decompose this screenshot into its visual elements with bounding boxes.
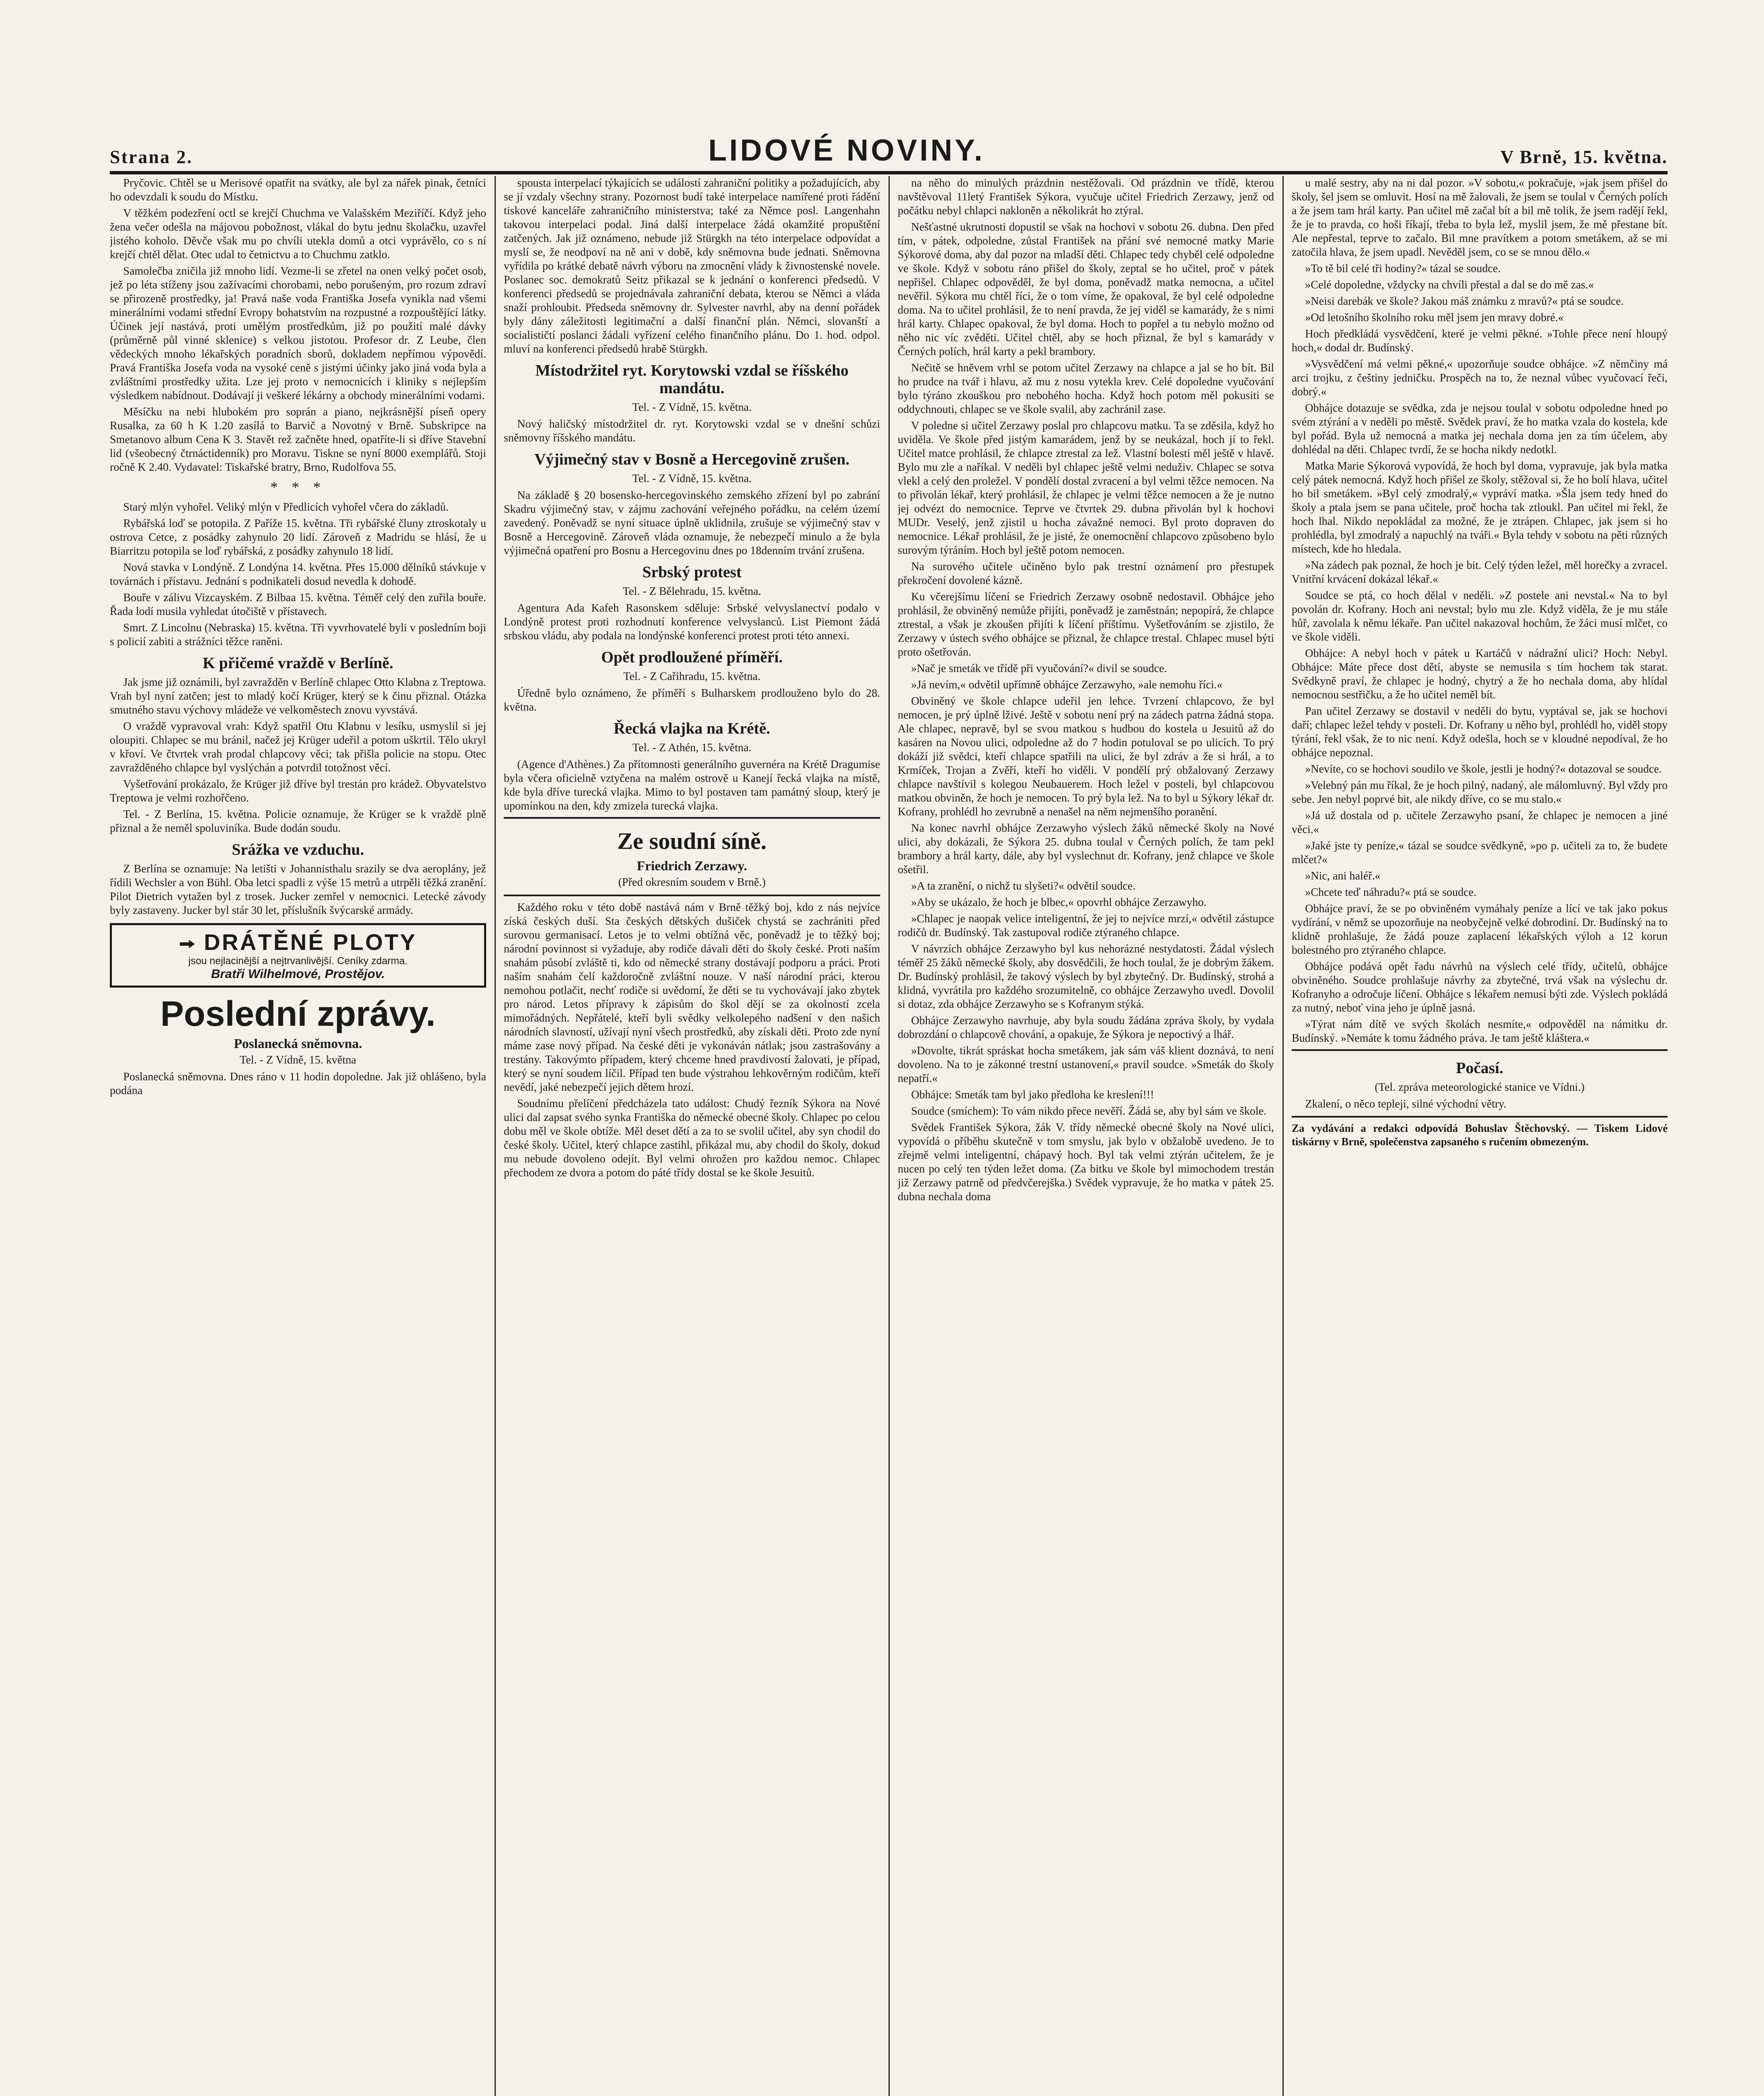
article-paragraph: Hoch předkládá vysvědčení, které je velmi pěkné. »Tohle přece není hloupý hoch,« dodal dr. Budínský. [1292, 327, 1668, 354]
article-paragraph: Nečitě se hněvem vrhl se potom učitel Zerzawy na chlapce a jal se ho bít. Bil ho prudce na tvář i hlavu, až mu z nosu vytekla krev. Celé dopoledne vyučování bylo týráno zkouškou pro nebohého hocha. Když hoch potom měl pokusiti se oddychnouti, chlapec se ve škole svalil, aby zachránil zase. [898, 361, 1274, 415]
article-paragraph: Agentura Ada Kafeh Rasonskem sděluje: Srbské velvyslanectví podalo v Londýně protest proti rozhodnutí konference velvyslanců. List Piemont žádá srbskou vládu, aby podala na londýnské konferenci protest proti této annexi. [504, 602, 880, 642]
article-paragraph: Měsíčku na nebi hlubokém pro soprán a piano, nejkrásnější píseň opery Rusalka, za 60 h K 1.20 zasílá to Barvič a Novotný v Brně. Subskripce na Smetanovo album Cena K 3. Stavět rež začněte hned, opatříte-li si dříve Stavební lid (všeobecný čtrnáctidenník) pro Moravu. Tiskne se nyní 8000 exemplářů. Stoji ročně K 2.40. Vydavatel: Tiskařské bratry, Brno, Rudolfova 55. [110, 405, 486, 473]
column-3 [898, 176, 1274, 2096]
column-rule [495, 176, 496, 2096]
article-paragraph: Ku včerejšímu líčení se Friedrich Zerzawy osobně nedostavil. Obhájce jeho prohlásil, že obviněný nemůže přijíti, poněvadž je zaměstnán; nepopírá, že chlapce ztrestal, a však je zkoušen přijíti k líčení příštímu. Vyšetřováním se zjistilo, že Zerzawy v ústech svého obhájce se přiznal, že chlapce trestal. Chlapec musel býti proto ošetřován. [898, 590, 1274, 658]
court-section [504, 817, 880, 896]
article-paragraph: Jak jsme již oznámili, byl zavražděn v Berlíně chlapec Otto Klabna z Treptowa. Vrah byl nyní zatčen; jest to mladý kočí Krüger, který se k činu přiznal. Otázka smutného stavu výchovy mládeže ve velkoměstech znovu vyvstává. [110, 676, 486, 716]
article-paragraph: Soudnímu přelíčení předcházela tato událost: Chudý řezník Sýkora na Nové ulici dal zapsat svého synka Františka do německé obecné školy. Chlapec po celou dobu měl ve škole obtíže. Měl deset dětí a za to se svolil učitel, aby syn chodil do české školy. Učitel, který chlapce zastihl, přikázal mu, aby chodil do školy, dokud mu nebude dovoleno odejít. Byl velmi ohrožen pro každou nemoc. Chlapec přechodem ze dvora a potom do páté třídy dostal se ke škole Jesuitů. [504, 1097, 880, 1179]
article-paragraph: Na základě § 20 bosensko-hercegovinského zemského zřízení byl po zabrání Skadru výjimečný stav, v zájmu zachování veřejného pořádku, na celém území zavedený. Poněvadž se nyní situace úplně uklidnila, zrušuje se výjimečný stav v Bosně a Hercegovině. Zároveň vláda oznamuje, že nebezpečí minulo a že byla výjimečná opatření pro Bosnu a Hercegovinu dnes po 18denním trvání zrušena. [504, 489, 880, 557]
ad-headline: DRÁTĚNÉ PLOTY [114, 929, 482, 955]
article-headline: Friedrich Zerzawy. [637, 858, 747, 873]
article-paragraph: »Aby se ukázalo, že hoch je blbec,« opovrhl obhájce Zerzawyho. [911, 896, 1207, 908]
dateline: Tel. - Z Bělehradu, 15. května. [622, 585, 762, 597]
article-paragraph: Obhájce Zerzawyho navrhuje, aby byla soudu žádána zpráva školy, by vydala dobrozdání o chlapcově chování, a opakuje, že Sýkora je nepoctivý a lhář. [898, 1014, 1274, 1040]
article-paragraph: V poledne si učitel Zerzawy poslal pro chlapcovu matku. Ta se zděsila, když ho uviděla. Ve škole před jistým kamarádem, jenž by se neukázal, hoch jí to řekl. Učitel matce prohlásil, že chlapce ztrestal za lež. Vlastní bolesti měl ještě v hlavě. Bylo mu zle a naříkal. V neděli byl chlapec ještě velmi neduživ. Chlapec se sotva vlekl a celý den proležel. V pondělí dostal zvracení a byl velmi těžce nemocen. Na to přivolán lékař, který prohlásil, že chlapec je velmi těžce nemocen a že je nutno jej odvézt do nemocnice. Teprve ve čtvrtek 29. dubna přivolán byl k hochovi MUDr. Veselý, jenž zjistil u hocha závažné nemoci. Byl proto dopraven do nemocnice. Lékař prohlásil, že je jisté, že onemocnění chlapcovo způsobeno bylo surovým týráním. Hoch byl ještě potom nemocen. [898, 419, 1274, 556]
article-paragraph: »Nic, ani haléř.« [1305, 869, 1381, 882]
article-paragraph: »Já už dostala od p. učitele Zerzawyho psaní, že chlapec je nemocen a jiné věci.« [1292, 809, 1668, 835]
article-paragraph: Tel. - Z Berlína, 15. května. Policie oznamuje, že Krüger se k vraždě plně přiznal a že neměl spoluviníka. Bude dodán soudu. [110, 808, 486, 834]
article-paragraph: V těžkém podezření octl se krejčí Chuchma ve Valašském Meziříčí. Když jeho žena večer odešla na májovou pobožnost, vlákal do bytu jednu školačku, uzavřel jistého koholo. Děvče však mu po chvíli utekla domů a otci vyprávělo, co s ní krejčí chtěl dělat. Otec udal to četnictvu a to Chuchmu zatklo. [110, 207, 486, 261]
column-4 [1292, 176, 1668, 2096]
article-paragraph: »Jaké jste ty peníze,« tázal se soudce svědkyně, »po p. učiteli za to, že budete mlčet?« [1292, 839, 1668, 866]
section-divider: * * * [270, 479, 326, 495]
article-headline: Opět prodloužené příměří. [601, 649, 783, 666]
ad-text: jsou nejlacinější a nejtrvanlivější. Ceníky zdarma. [188, 955, 408, 967]
article-paragraph: »Nevíte, co se hochovi soudilo ve škole, jestli je hodný?« dotazoval se soudce. [1305, 763, 1662, 775]
article-paragraph: Soudce se ptá, co hoch dělal v neděli. »Z postele ani nevstal.« Na to byl povolán dr. Kofrany. Hoch ani nevstal; bylo mu zle. Když viděla, že je mu stále hůř, zavolala k němu lékaře. Pan učitel nakazoval hochům, že žáci musí mlčet, co ve škole viděli. [1292, 589, 1668, 643]
section-title: Poslední zprávy. [160, 994, 436, 1033]
article-paragraph: »Nač je smeták ve třídě při vyučování?« divil se soudce. [911, 662, 1167, 674]
article-paragraph: Obhájce praví, že se po obviněném vymáhaly peníze a lící ve tak jako pokus vydírání, v němž se upozorňuje na neobyčejně velké dobrodiní. Dr. Budínský na to klidně prohlašuje, že žádá pouze zaplacení lékařských výloh a 12 korun bolestného pro ztýraného chlapce. [1292, 902, 1668, 956]
article-paragraph: Nešťastné ukrutnosti dopustil se však na hochovi v sobotu 26. dubna. Den před tím, v pátek, odpoledne, zůstal František na přání své nemocné matky Marie Sýkorové doma, aby dal pozor na mladší děti. Chlapec tedy chyběl celé odpoledne ve škole. Když v sobotu ráno přišel do školy, zeptal se ho učitel, proč v pátek nepřišel. Chlapec odpověděl, že byl doma, poněvadž matka nemocna, a učitel nevěřil. Sýkora mu chtěl říci, že o tom víme, že opakoval, že byl celé odpoledne doma. Na to učitel prohlásil, že to není pravda, že jej viděl se kamarády, že s nimi hrál karty. Chlapec opakoval, že byl doma. Hoch to popřel a tu nebylo možno od něho nic víc zvěděti. Učitel chtěl, aby se hoch přiznal, že byl s kamarády v Černých polích, hrál karty a pekl brambory. [898, 220, 1274, 358]
article-paragraph: Nový haličský místodržitel dr. ryt. Korytowski vzdal se v dnešní schůzi sněmovny říšského mandátu. [504, 418, 880, 444]
article-paragraph: Z Berlína se oznamuje: Na letišti v Johannisthalu srazily se dva aeroplány, jež řídili Wechsler a von Bühl. Oba letci spadli z výše 15 metrů a utrpěli těžká zranění. Pilot Dietrich vytažen byl z trosek. Jucker zemřel v nemocnici. Letecké závody byly zastaveny. Jucker byl stár 30 let, příslušník švýcarské armády. [110, 862, 486, 916]
dateline: Tel. - Z Vídně, 15. května [239, 1053, 357, 1066]
article-paragraph: Matka Marie Sýkorová vypovídá, že hoch byl doma, vypravuje, jak byla matka celý pátek nemocná. Když hoch přišel ze školy, stěžoval si, že ho bolí hlava, učitel ho bil smetákem. »Byl celý zmodralý,« vypráví matka. »Šla jsem tedy hned do školy a ptala jsem se pana učitele, proč hocha tak ztloukl. Pan učitel mi řekl, že hoch lhal. Nikdo nepokládal za možné, že je ztrápen. Chlapec, jak jsem si ho prohlédla, byl zmodralý a napuchlý na tváři.« Byla tehdy v sobotu na pěti různých místech, kde ho hledala. [1292, 459, 1668, 555]
article-paragraph: V návrzích obhájce Zerzawyho byl kus nehorázné nestydatosti. Žádal výslech téměř 25 žáků německé školy, aby dosvědčili, že hoch toulal, že je dobrým žákem. Dr. Budínský prohlásil, že takový výslech by byl zbytečný. Dr. Budínský, strohá a klidná, vyvrátila pro každého srozumitelně, co obhájce Zerzawyho uvedl. Dovolil si dotaz, zda obhájce Zerzawyho se s Kofranym stýká. [898, 942, 1274, 1010]
article-paragraph: »Dovolte, tikrát spráskat hocha smetákem, jak sám váš klient doznává, to není dovoleno. Na to je zákonné trestní ustanovení,« pravil soudce. »Smeták do školy nepatří.« [898, 1044, 1274, 1084]
article-paragraph: »Na zádech pak poznal, že hoch je bit. Celý týden ležel, měl horečky a zvracel. Vnitřní krvácení dokázal lékař.« [1292, 559, 1668, 585]
page-number: Strana 2. [110, 147, 193, 167]
column-rule [1282, 176, 1284, 2096]
news-item: Starý mlýn vyhořel. Veliký mlýn v Předlicích vyhořel včera do základů. [123, 501, 449, 513]
weather-section [1292, 1049, 1668, 1118]
article-paragraph: »Celé dopoledne, vždycky na chvíli přestal a dal se do mě zas.« [1305, 278, 1594, 291]
column-rule [888, 176, 890, 2096]
article-paragraph: »A ta zranění, o nichž tu slyšeti?« odvětil soudce. [911, 879, 1136, 892]
section-title: Ze soudní síně. [617, 828, 767, 854]
article-paragraph: Na konec navrhl obhájce Zerzawyho výslech žáků německé školy na Nové ulici, aby dokázali, že Sýkora 25. dubna toulal v Černých polích, že tam pekl brambory a hrál karty, dále, aby byl vyslechnut dr. Kofrany, jenž chlapce ve škole ošetřil. [898, 822, 1274, 876]
article-paragraph: Obhájce podává opět řadu návrhů na výslech celé třídy, učitelů, obhájce obviněného. Soudce prohlašuje návrhy za zbytečné, trvá však na výslechu dr. Kofranyho a odročuje líčení. Obhájce s lékařem nemusí býti zde. Výslech pokládá za nutný, neboť vina jeho je úplně jasná. [1292, 960, 1668, 1014]
news-item: Rybářská loď se potopila. Z Paříže 15. května. Tři rybářské čluny ztroskotaly u ostrova Cetce, z posádky zahynulo 20 lidí. Zároveň z Madridu se hlásí, že u Biarritzu potopila se loď rybářská, z posádky zahynulo 18 lidí. [110, 517, 486, 557]
article-paragraph: Každého roku v této době nastává nám v Brně těžký boj, kdo z nás nejvíce získá českých duší. Sta českých dětských dušiček chystá se zachrániti před surovou germanisací. Letos je to velmi obtížná věc, poněvadž je to těžký boj; národní povinnost si vyžaduje, aby rodiče dávali děti do školy české. Proti naším snahám působí zvláště ti, kdo od německé strany dostávají podporu a práci. Proti naším snahám čelí každoročně zvláštní nouze. V naší národní práci, kterou nemohou potlačit, nechť rodiče si uvědomí, že děti se tu vychovávají jako zbytek pro národ. Letos přípravy k zápisům do škol dějí se za okolností zcela mimořádných. Nepřátelé, kteří byli svědky velkolepého nadšení v den našich národních slavností, užívají nyní všech prostředků, aby získali děti. Proto zde nyní máme zase nový případ. Na české děti je vykonáván nátlak; jsou zastrašovány a trestány. Takovýmto případem, který chceme hned pravdivostí žalovati, je případ, který se nyní soudem líčil. Případ ten bude výstrahou lehkověrným rodičům, kteří nevědí, jaké nebezpečí jejich dětem hrozí. [504, 901, 880, 1093]
article-headline: Srážka ve vzduchu. [232, 841, 364, 859]
article-paragraph: Pan učitel Zerzawy se dostavil v neděli do bytu, vyptával se, jak se hochovi daří; chlapec ležel tehdy v posteli. Dr. Kofrany u něho byl, prohlédl ho, viděl stopy týrání, řekl však, že to nic není. Když odešla, hoch se v kloudné nepodíval, že ho obhájce nepoznal. [1292, 705, 1668, 759]
article-paragraph: Samolečba zničila již mnoho lidí. Vezme-li se zřetel na onen velký počet osob, jež po léta stíženy jsou zažívacími chorobami, nebo porušeným, pro rozum zdraví se přirozeně prostředky, ja! Pravá naše voda Františka Josefa vynikla nad všemi minerálními vodami střední Evropy bohatstvím na rozpustné a rozpouštějící látky. Účinek její nastává, proti umělým prostředkům, již po použití malé dávky (průměrně půl vinné sklenice) s velkou jistotou. Profesor dr. Z Leube, člen vědeckých mnoho lékařských poradních sborů, dokladem nepřímou výpovědí. Pravá Františka Josefa voda na vysoké ceně s jistými účinky jako jiná voda byla a zvláštními prostředky užita. Lze jej proto v nemocnicích i kliniky s nejlepším výsledkem nabídnout. Dodávají ji veškeré lékárny a obchody minerálními vodami. [110, 265, 486, 402]
article-paragraph: Soudce (smíchem): To vám nikdo přece nevěří. Žádá se, aby byl sám ve škole. [911, 1105, 1267, 1117]
dateline: Tel. - Z Vídně, 15. května. [632, 401, 752, 413]
article-paragraph: na něho do minulých prázdnin nestěžovali. Od prázdnin ve třídě, kterou navštěvoval 11letý František Sýkora, vyučuje učitel Friedrich Zerzawy, jenž od počátku nebyl chlapci nakloněn a několikrát ho ztýral. [898, 176, 1274, 217]
dateline: Tel. - Z Cařihradu, 15. května. [623, 670, 761, 682]
article-paragraph: »Neisi darebák ve škole? Jakou máš známku z mravů?« ptá se soudce. [1305, 295, 1624, 307]
article-paragraph: Obhájce: A nebyl hoch v pátek u Kartáčů v nádražní ulici? Hoch: Nebyl. Obhájce: Máte přece dost dětí, abyste se nemusila s tím hochem tak starat. Svědkyně praví, že chlapec je hodný, chytrý a že ho nechala doma, aby hlídal nemocnou sestřičku, a že ho učitel neměl bít. [1292, 647, 1668, 701]
article-paragraph: Obviněný ve škole chlapce udeřil jen lehce. Tvrzení chlapcovo, že byl nemocen, je prý úplně lživé. Ještě v sobotu není prý na zádech patrna žádná stopa. Ale chlapec, nepravě, byl se svou matkou s hudbou do kostela u Jesuitů až do kasáren na Novou ulici, odpoledne až do 7 hodin potuloval se po ulicích. To prý dokáží již svědci, kteří chlapce spatřili na ulici, že byl zdráv a že si hrál, a to Krmíček, Trojan a Zvěří, kteří ho viděli. V pondělí prý obžalovaný Zerzawy chlapce navštívil s kolegou Neubauerem. Hoch ležel v posteli, byl chlapcovou matkou obviněn, že hoch je nemocen. To prý byla lež. Na to byl u Sýkory lékař dr. Kofrany, prohlédl ho zevrubně a nenašel na něm nejmenšího poranění. [898, 695, 1274, 818]
pointing-hand-icon [179, 938, 196, 950]
article-paragraph: Na surového učitele učiněno bylo pak trestní oznámení pro přestupek překročení dovolené kázně. [898, 560, 1274, 586]
page-header [110, 126, 1668, 174]
masthead: LIDOVÉ NOVINY. [708, 134, 985, 167]
dateline: Tel. - Z Vídně, 15. května. [632, 472, 752, 485]
article-headline: Výjimečný stav v Bosně a Hercegovině zrušen. [534, 451, 850, 468]
article-paragraph: Obhájce dotazuje se svědka, zda je nejsou toulal v sobotu odpoledne hned po svém ztýrání a v neděli po městě. Svědek praví, že ho matka vzala do kostela, kde byl pořád. Byla už nemocná a matka jej nechala doma jen za tím účelem, aby dohlédal na děti. Chlapec tvrdí, že se hocha nikdy nedotkl. [1292, 402, 1668, 456]
article-paragraph: »Velebný pán mu říkal, že je hoch pilný, nadaný, ale málomluvný. Byl vždy pro sebe. Jen nebyl poprvé bit, ale nikdy dříve, co se mu stalo.« [1292, 779, 1668, 805]
article-headline: Srbský protest [642, 563, 742, 581]
weather-title: Počasí. [1456, 1059, 1503, 1077]
column-2 [504, 176, 880, 2096]
news-item: Nová stavka v Londýně. Z Londýna 14. května. Přes 15.000 dělníků stávkuje v továrnách i přístavu. Jednání s podnikateli dosud nevedla k dohodě. [110, 561, 486, 587]
article-headline: Místodržitel ryt. Korytowski vzdal se říšského mandátu. [535, 362, 849, 397]
weather-source: (Tel. zpráva meteorologické stanice ve Vídni.) [1375, 1081, 1585, 1093]
columns [110, 176, 1668, 2096]
advertisement [110, 923, 486, 988]
article-headline: Řecká vlajka na Krétě. [614, 720, 770, 737]
article-paragraph: spousta interpelací týkajících se událostí zahraniční politiky a požadujících, aby se jí vzdaly všechny strany. Pozornost budí také interpelace namířené proti řádění tiskové kanceláře zahraničního ministerstva; také za Němce posl. Langenhahn takovou interpelaci podal. Jiná další interpelace žádá okamžité propuštění zatčených. Jak již oznámeno, nebude již Stürgkh na této interpelace odpovídat a myslí se, že neodpoví na ně ani v době, kdy sněmovna bude jednati. Sněmovna vyřídila po krátké debatě návrh výboru na zmocnění vlády k živnostenské novele. Poslanec soc. demokratů Seitz přikazal se k jednání o konferenci předsedů. V konferenci předsedů se projednávala zahraniční debata, kterou se Němci a vláda snaží prohloubit. Předseda sněmovny dr. Sylvester navrhl, aby na denní pořádek byly dány záležitosti legitimační a další finanční plán. Němci, slovanští a socialističtí poslanci žádali vyřízení celého finančního plánu. Do 1. hod. odpol. mluví na konferenci předsedů hrabě Stürgkh. [504, 176, 880, 355]
news-item: Smrt. Z Lincolnu (Nebraska) 15. května. Tři vyvrhovatelé byli v posledním boji s policií zabiti a strážníci těžce raněni. [110, 621, 486, 648]
article-paragraph: Úředně bylo oznámeno, že příměří s Bulharskem prodlouženo bylo do 28. května. [504, 687, 880, 713]
article-headline: K přičemé vraždě v Berlíně. [202, 654, 394, 672]
article-paragraph: u malé sestry, aby na ni dal pozor. »V sobotu,« pokračuje, »jak jsem přišel do školy, šel jsem se omluvit. Hosí na mě žalovali, že jsem se toulal v Černých polích a že jsem tam hrál karty. Pan učitel mě začal bít a bil mě tolik, že jsem radějí řekl, že je to pravda, co hoši říkají, třeba to byla lež, myslil jsem, že mě přestane bít. Ale nepřestal, teprve to začalo. Bil mne pravítkem a potom smetákem, až se mi zatočila hlava, že jsem upadl. Nevěděl jsem, co se se mnou dělo.« [1292, 176, 1668, 258]
dateline: Tel. - Z Athén, 15. května. [632, 741, 751, 754]
article-paragraph: O vraždě vypravoval vrah: Když spatřil Otu Klabnu v lesíku, usmyslil si jej oloupiti. Chlapec se mu bránil, načež jej Krüger udeřil a potom uškrtil. Tělo ukryl v křoví. Ve čtvrtek vrah prodal chlapcovy věci; tak přišla policie na stopu. Otec zavražděného chlapce byl vyslýchán a potvrdil totožnost věcí. [110, 720, 486, 774]
dateline: (Před okresním soudem v Brně.) [618, 876, 766, 888]
news-item: Bouře v zálivu Vizcayském. Z Bilbaa 15. května. Téměř celý den zuřila bouře. Řada lodí musila vyhledat útočiště v přístavech. [110, 591, 486, 617]
article-paragraph: Vyšetřování prokázalo, že Krüger již dříve byl trestán pro krádež. Obyvatelstvo Treptowa je velmi rozhořčeno. [110, 778, 486, 804]
article-paragraph: Obhájce: Smeták tam byl jako předloha ke kreslení!!! [911, 1088, 1154, 1101]
article-paragraph: »Od letošního školního roku měl jsem jen mravy dobré.« [1305, 311, 1564, 324]
column-1 [110, 176, 486, 2096]
article-paragraph: »Chlapec je naopak velice inteligentní, že jej to nejvíce mrzí,« odvětil zástupce rodičů dr. Budínský. Tak zastupoval rodiče ztýraného chlapce. [898, 912, 1274, 939]
weather-text: Zkalení, o něco tepleji, silné východní větry. [1305, 1097, 1507, 1110]
article-headline: Poslanecká sněmovna. [234, 1036, 362, 1051]
article-paragraph: Poslanecká sněmovna. Dnes ráno v 11 hodin dopoledne. Jak již ohlášeno, byla podána [110, 1070, 486, 1097]
article-paragraph: Pryčovic. Chtěl se u Merisové opatřit na svátky, ale byl za nářek pinak, četníci ho odevzdali k soudu do Místku. [110, 176, 486, 203]
article-paragraph: Svědek František Sýkora, žák V. třídy německé obecné školy na Nové ulici, vypovídá o příběhu skutečně v tom smyslu, jak bylo v obžalobě uvedeno. Je to zřejmě velmi inteligentní, chápavý hoch. Byl tak velmi ztýrán učitelem, že je nucen po celý ten týden ležet doma. (Za bitku ve škole byl mimochodem trestán již Zerzawy patrně od předvčerejška.) Svědek vypravuje, že ho matka v pátek 25. dubna nechala doma [898, 1121, 1274, 1203]
date-line: V Brně, 15. května. [1500, 147, 1668, 167]
article-paragraph: »Já nevím,« odvětil upřímně obhájce Zerzawyho, »ale nemohu říci.« [911, 678, 1223, 691]
article-paragraph: (Agence d'Athènes.) Za přítomnosti generálního guvernéra na Krétě Dragumise byla včera oficielně vztyčena na malém ostrově u Kanejí řecká vlajka na místě, kde byla dříve turecká vlajka. Mimo to byl postaven tam památný sloup, který je upomínkou na den, kdy zmizela turecká vlajka. [504, 758, 880, 812]
ad-firm: Bratři Wilhelmové, Prostějov. [211, 967, 385, 981]
article-paragraph: »To tě bil celé tři hodiny?« tázal se soudce. [1305, 262, 1501, 275]
article-paragraph: »Chcete teď náhradu?« ptá se soudce. [1305, 886, 1476, 898]
article-paragraph: »Vysvědčení má velmi pěkné,« upozorňuje soudce obhájce. »Z němčiny má arci trojku, z češtiny jedničku. Prospěch na to, že neznal vůbec vyučovací řeči, dobrý.« [1292, 358, 1668, 398]
article-paragraph: »Týrat nám dítě ve svých školách nesmíte,« odpověděl na námitku dr. Budínský. »Nemáte k tomu žádného práva. Je tam ještě kláštera.« [1292, 1018, 1668, 1044]
imprint: Za vydávání a redakci odpovídá Bohuslav Štěchovský. — Tiskem Lidové tiskárny v Brně, společenstva zapsaného s ručením obmezeným. [1292, 1122, 1668, 1148]
